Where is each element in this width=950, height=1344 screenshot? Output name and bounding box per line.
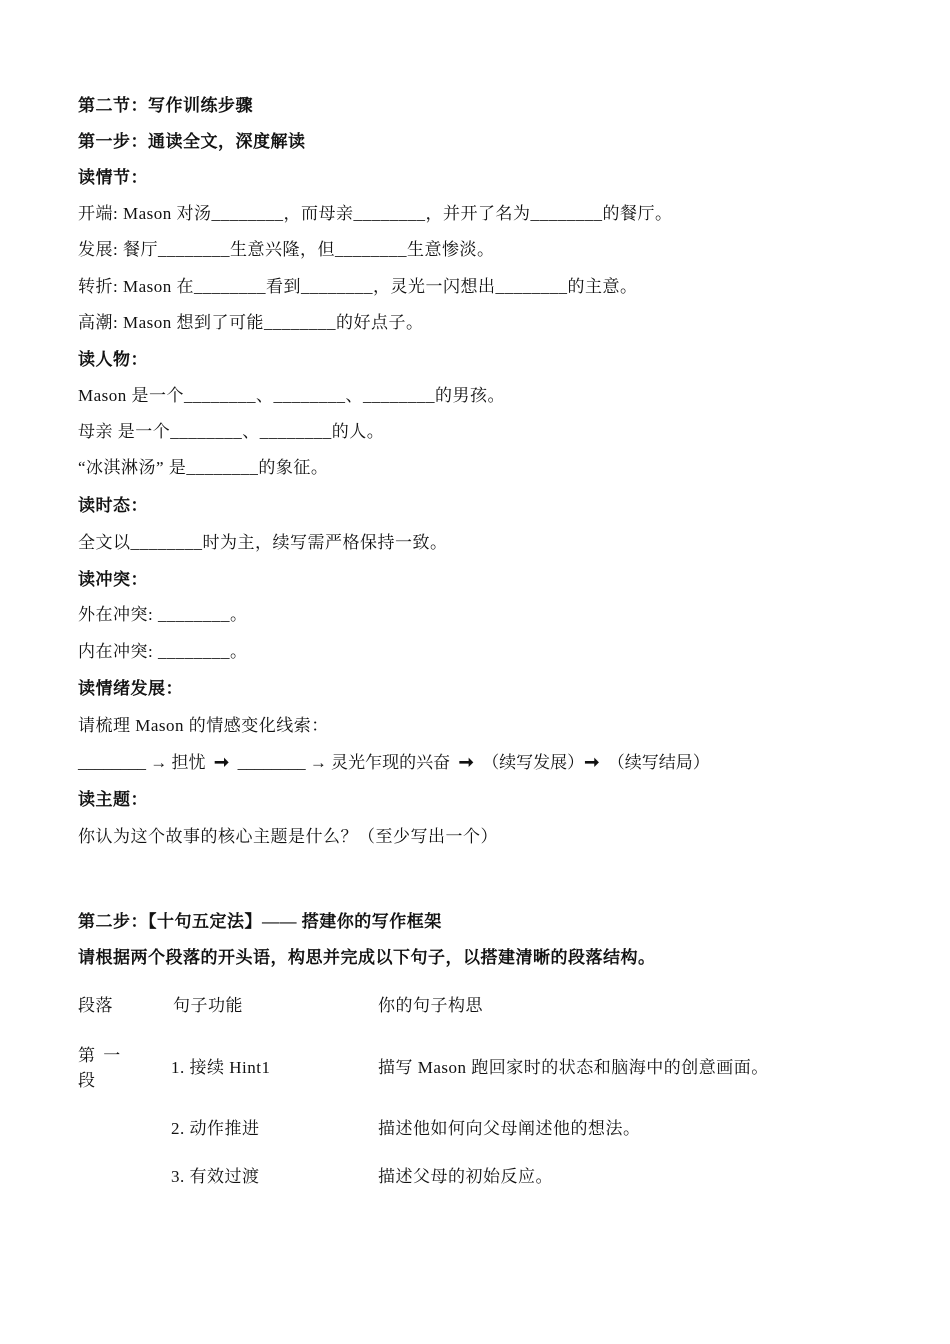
chain-bold-arrow-2: ➞: [458, 752, 474, 772]
row3-function: 3. 有效过渡: [171, 1167, 260, 1186]
tense-text: 全文以________时为主，续写需严格保持一致。: [78, 533, 448, 552]
step2-instruction: 请根据两个段落的开头语，构思并完成以下句子，以搭建清晰的段落结构。: [78, 948, 656, 967]
plot-turn: 转折: Mason 在________看到________，灵光一闪想出________的主意。: [78, 277, 638, 296]
chain-bold-arrow-1: ➞: [214, 752, 230, 772]
row1-idea: 描写 Mason 跑回家时的状态和脑海中的创意画面。: [378, 1058, 769, 1077]
chain-bold-arrow-3: ➞: [584, 752, 600, 772]
characters-mason: Mason 是一个________、________、________的男孩。: [78, 386, 506, 405]
chain-arrow-1: →: [150, 753, 168, 772]
conflict-heading: 读冲突：: [78, 570, 148, 589]
table-header-idea: 你的句子构思: [378, 996, 483, 1015]
plot-opening: 开端: Mason 对汤________，而母亲________，并开了名为________的餐厅。: [78, 204, 673, 223]
row1-function: 1. 接续 Hint1: [171, 1058, 271, 1077]
chain-arrow-2: →: [309, 753, 327, 772]
paragraph-label-line2: 段: [78, 1071, 96, 1090]
step1-title: 第一步：通读全文，深度解读: [78, 132, 306, 151]
theme-heading: 读主题：: [78, 790, 148, 809]
table-header-function: 句子功能: [173, 996, 243, 1015]
chain-continue-development: （续写发展）: [482, 753, 585, 772]
plot-heading: 读情节：: [78, 168, 148, 187]
characters-soup: “冰淇淋汤” 是________的象征。: [78, 458, 329, 477]
plot-climax: 高潮: Mason 想到了可能________的好点子。: [78, 313, 424, 332]
emotion-heading: 读情绪发展：: [78, 679, 183, 698]
plot-development: 发展: 餐厅________生意兴隆，但________生意惨淡。: [78, 240, 495, 259]
emotion-chain: [78, 751, 710, 774]
row3-idea: 描述父母的初始反应。: [378, 1167, 553, 1186]
characters-heading: 读人物：: [78, 350, 148, 369]
chain-excitement: 灵光乍现的兴奋: [331, 753, 451, 772]
paragraph-label-line1: 第 一: [78, 1046, 123, 1065]
emotion-prompt: 请梳理 Mason 的情感变化线索：: [78, 716, 329, 735]
theme-question: 你认为这个故事的核心主题是什么？（至少写出一个）: [78, 827, 498, 846]
row2-function: 2. 动作推进: [171, 1119, 260, 1138]
table-header-paragraph: 段落: [78, 996, 113, 1015]
conflict-internal: 内在冲突: ________。: [78, 642, 248, 661]
section-title: 第二节：写作训练步骤: [78, 96, 253, 115]
step2-title: 第二步：【十句五定法】—— 搭建你的写作框架: [78, 912, 442, 931]
chain-continue-ending: （续写结局）: [607, 753, 710, 772]
conflict-external: 外在冲突: ________。: [78, 605, 248, 624]
characters-mother: 母亲 是一个________、________的人。: [78, 422, 385, 441]
row2-idea: 描述他如何向父母阐述他的想法。: [378, 1119, 641, 1138]
chain-blank-1: ________: [78, 753, 146, 772]
chain-worry: 担忧: [171, 753, 206, 772]
tense-heading: 读时态：: [78, 496, 148, 515]
chain-blank-2: ________: [237, 753, 306, 772]
